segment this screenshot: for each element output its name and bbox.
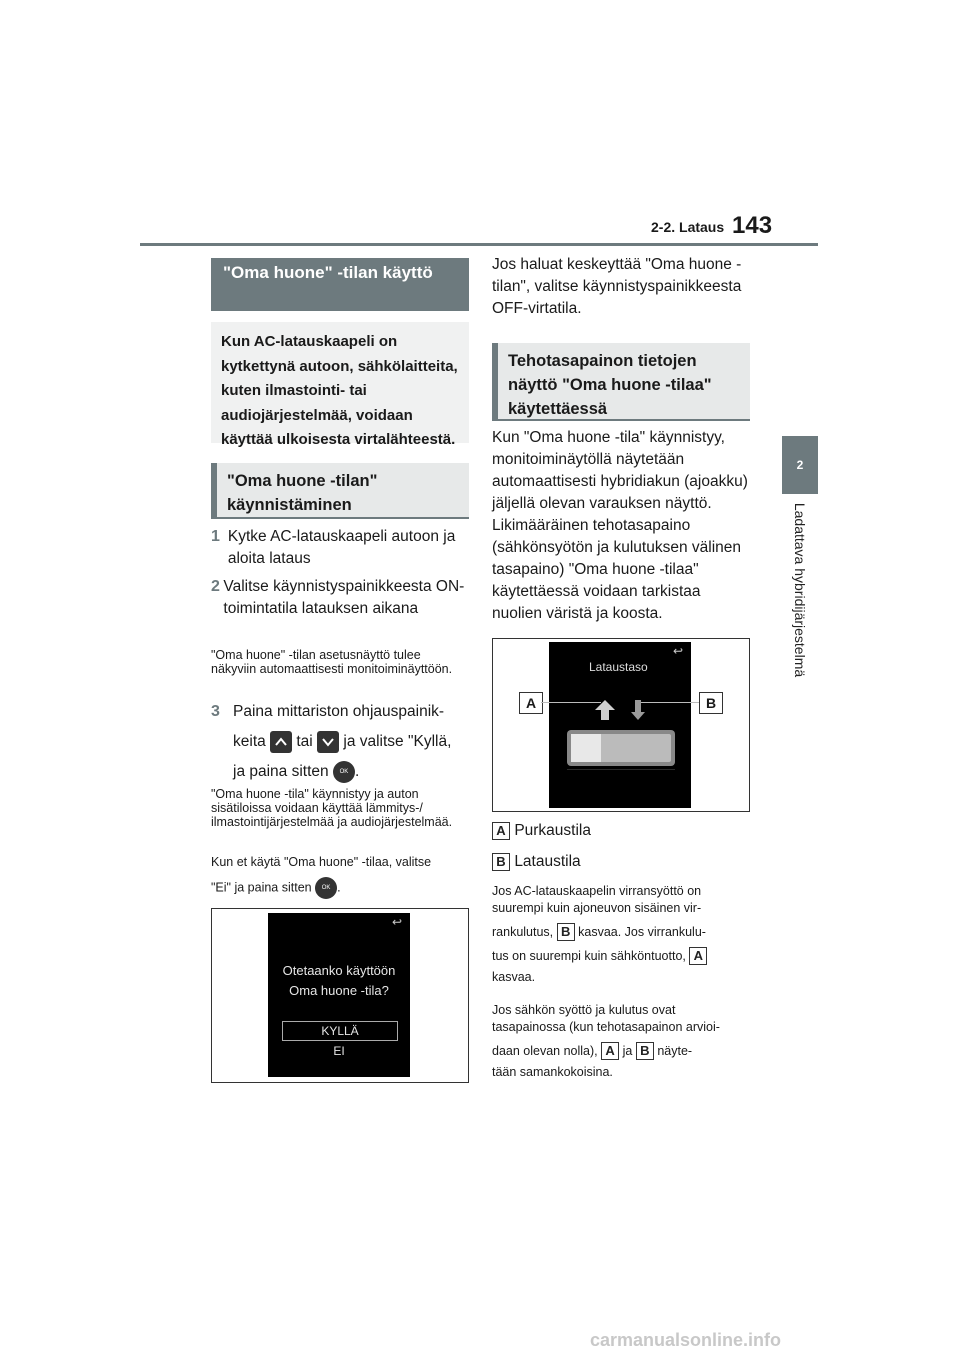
inline-letter-b: B: [636, 1042, 654, 1060]
screen-title: Lataustaso: [589, 660, 648, 674]
watermark: carmanualsonline.info: [590, 1330, 782, 1350]
paragraph-tasapaino: [492, 1002, 752, 1081]
paragraph-text: rankulutus,: [492, 925, 554, 939]
intro-note: Kun AC-latauskaapeli on kytkettynä autoon, sähkölaitteita, kuten ilmastointi- tai audiojärjestelmää, voidaan käyttää ulkoisesta virtalähteestä.: [211, 322, 469, 443]
screen-question-line2: Oma huone -tila?: [289, 983, 389, 998]
note-ei-kayteta: [211, 855, 469, 899]
callout-b-line: [641, 702, 699, 703]
step-text: Valitse käynnistyspainikkeesta ON-toimintatila latauksen aikana: [223, 578, 465, 617]
paragraph-text: tus on suurempi kuin sähköntuotto,: [492, 949, 686, 963]
step-text: keita: [233, 733, 266, 751]
chapter-tab: 2: [782, 436, 818, 494]
callout-b: B: [699, 692, 723, 714]
paragraph-text: kasvaa. Jos virrankulu-: [578, 925, 706, 939]
option-yes[interactable]: KYLLÄ: [282, 1021, 398, 1041]
heading-oma-huone-kaytto: "Oma huone" -tilan käyttö: [211, 258, 469, 311]
back-icon: ↩: [672, 644, 683, 658]
step-text: ja paina sitten: [233, 763, 329, 781]
ok-button-icon: OK: [333, 761, 355, 783]
note-text: Kun et käytä "Oma huone" -tilaa, valitse: [211, 855, 432, 869]
back-icon: ↩: [391, 915, 402, 929]
paragraph-text: ja: [622, 1044, 633, 1058]
note-asetusnaytto: "Oma huone" -tilan asetusnäyttö tulee näkyviin automaattisesti monitoiminäyttöön.: [211, 648, 453, 676]
heading-tehotasapaino: Tehotasapainon tietojen näyttö "Oma huone -tilaa" käytettäessä: [492, 343, 750, 421]
step-number: 3: [211, 703, 220, 720]
paragraph-text: Jos sähkön syöttö ja kulutus ovat tasapainossa (kun tehotasapainon arvioi-: [492, 1003, 720, 1034]
legend-b: [492, 851, 750, 873]
chevron-down-icon: [317, 731, 339, 753]
inline-letter-b: B: [557, 923, 575, 941]
step-number: 2: [211, 578, 220, 595]
display-screen: [549, 642, 691, 808]
step-2: [211, 576, 469, 620]
step-text: ja valitse "Kyllä,: [343, 733, 452, 751]
callout-a: A: [519, 692, 543, 714]
step-text: Paina mittariston ohjauspainik-: [233, 703, 445, 720]
note-text: "Ei" ja paina sitten: [211, 880, 312, 895]
page-number: 143: [732, 212, 773, 239]
legend-a: [492, 820, 750, 842]
step-text: .: [354, 763, 360, 781]
intro-keskeyttaminen: Jos haluat keskeyttää "Oma huone -tilan", valitse käynnistyspainikkeesta OFF-virtatila.: [492, 256, 742, 317]
step-3: [211, 701, 476, 783]
legend-letter: A: [492, 822, 510, 840]
legend-text: Lataustila: [514, 853, 581, 870]
paragraph-text: Jos AC-latauskaapelin virransyöttö on suurempi kuin ajoneuvon sisäinen vir-: [492, 884, 702, 915]
ok-button-icon: OK: [315, 877, 337, 899]
chapter-label: Ladattava hybridijärjestelmä: [792, 502, 808, 678]
body-tehotasapaino: Kun "Oma huone -tila" käynnistyy, monitoiminäytöllä näytetään automaattisesti hybridiakun (ajoakku) jäljellä olevan varauksen näyttö. Likimääräinen tehotasapaino (sähkönsyötön ja kulutuksen välinen tasapaino) "Oma huone -tilaa" käytettäessä voidaan tarkistaa nuolien väristä ja koosta.: [492, 429, 748, 622]
paragraph-text: kasvaa.: [492, 970, 536, 984]
charge-arrow-icon: [631, 700, 645, 720]
discharge-arrow-icon: [595, 700, 615, 720]
figure-charge-level-screen: [492, 638, 750, 812]
step-number: 1: [211, 528, 220, 545]
paragraph-text: daan olevan nolla),: [492, 1044, 598, 1058]
note-kaynnistyy: "Oma huone -tila" käynnistyy ja auton sisätiloissa voidaan käyttää lämmitys-/ ilmastointijärjestelmää ja audiojärjestelmää.: [211, 787, 453, 829]
inline-letter-a: A: [689, 947, 707, 965]
heading-kaynnistaminen: "Oma huone -tilan" käynnistäminen: [211, 463, 469, 519]
step-1: [211, 526, 469, 570]
display-screen: [268, 913, 410, 1077]
header-rule: [140, 243, 818, 246]
chevron-up-icon: [270, 731, 292, 753]
section-title: 2-2. Lataus: [651, 219, 725, 235]
paragraph-virransyotto: [492, 883, 752, 986]
paragraph-text: näyte-: [657, 1044, 693, 1058]
step-text: tai: [296, 733, 313, 751]
paragraph-text: tään samankokoisina.: [492, 1065, 613, 1079]
callout-a-line: [541, 702, 601, 703]
step-text: Kytke AC-latauskaapeli autoon ja aloita lataus: [227, 528, 456, 567]
legend-letter: B: [492, 853, 510, 871]
screen-question-line1: Otetaanko käyttöön: [282, 963, 396, 978]
legend-text: Purkaustila: [514, 822, 591, 839]
note-text: .: [337, 880, 341, 895]
inline-letter-a: A: [601, 1042, 619, 1060]
option-no[interactable]: EI: [333, 1044, 345, 1058]
figure-confirm-screen: [211, 908, 469, 1083]
